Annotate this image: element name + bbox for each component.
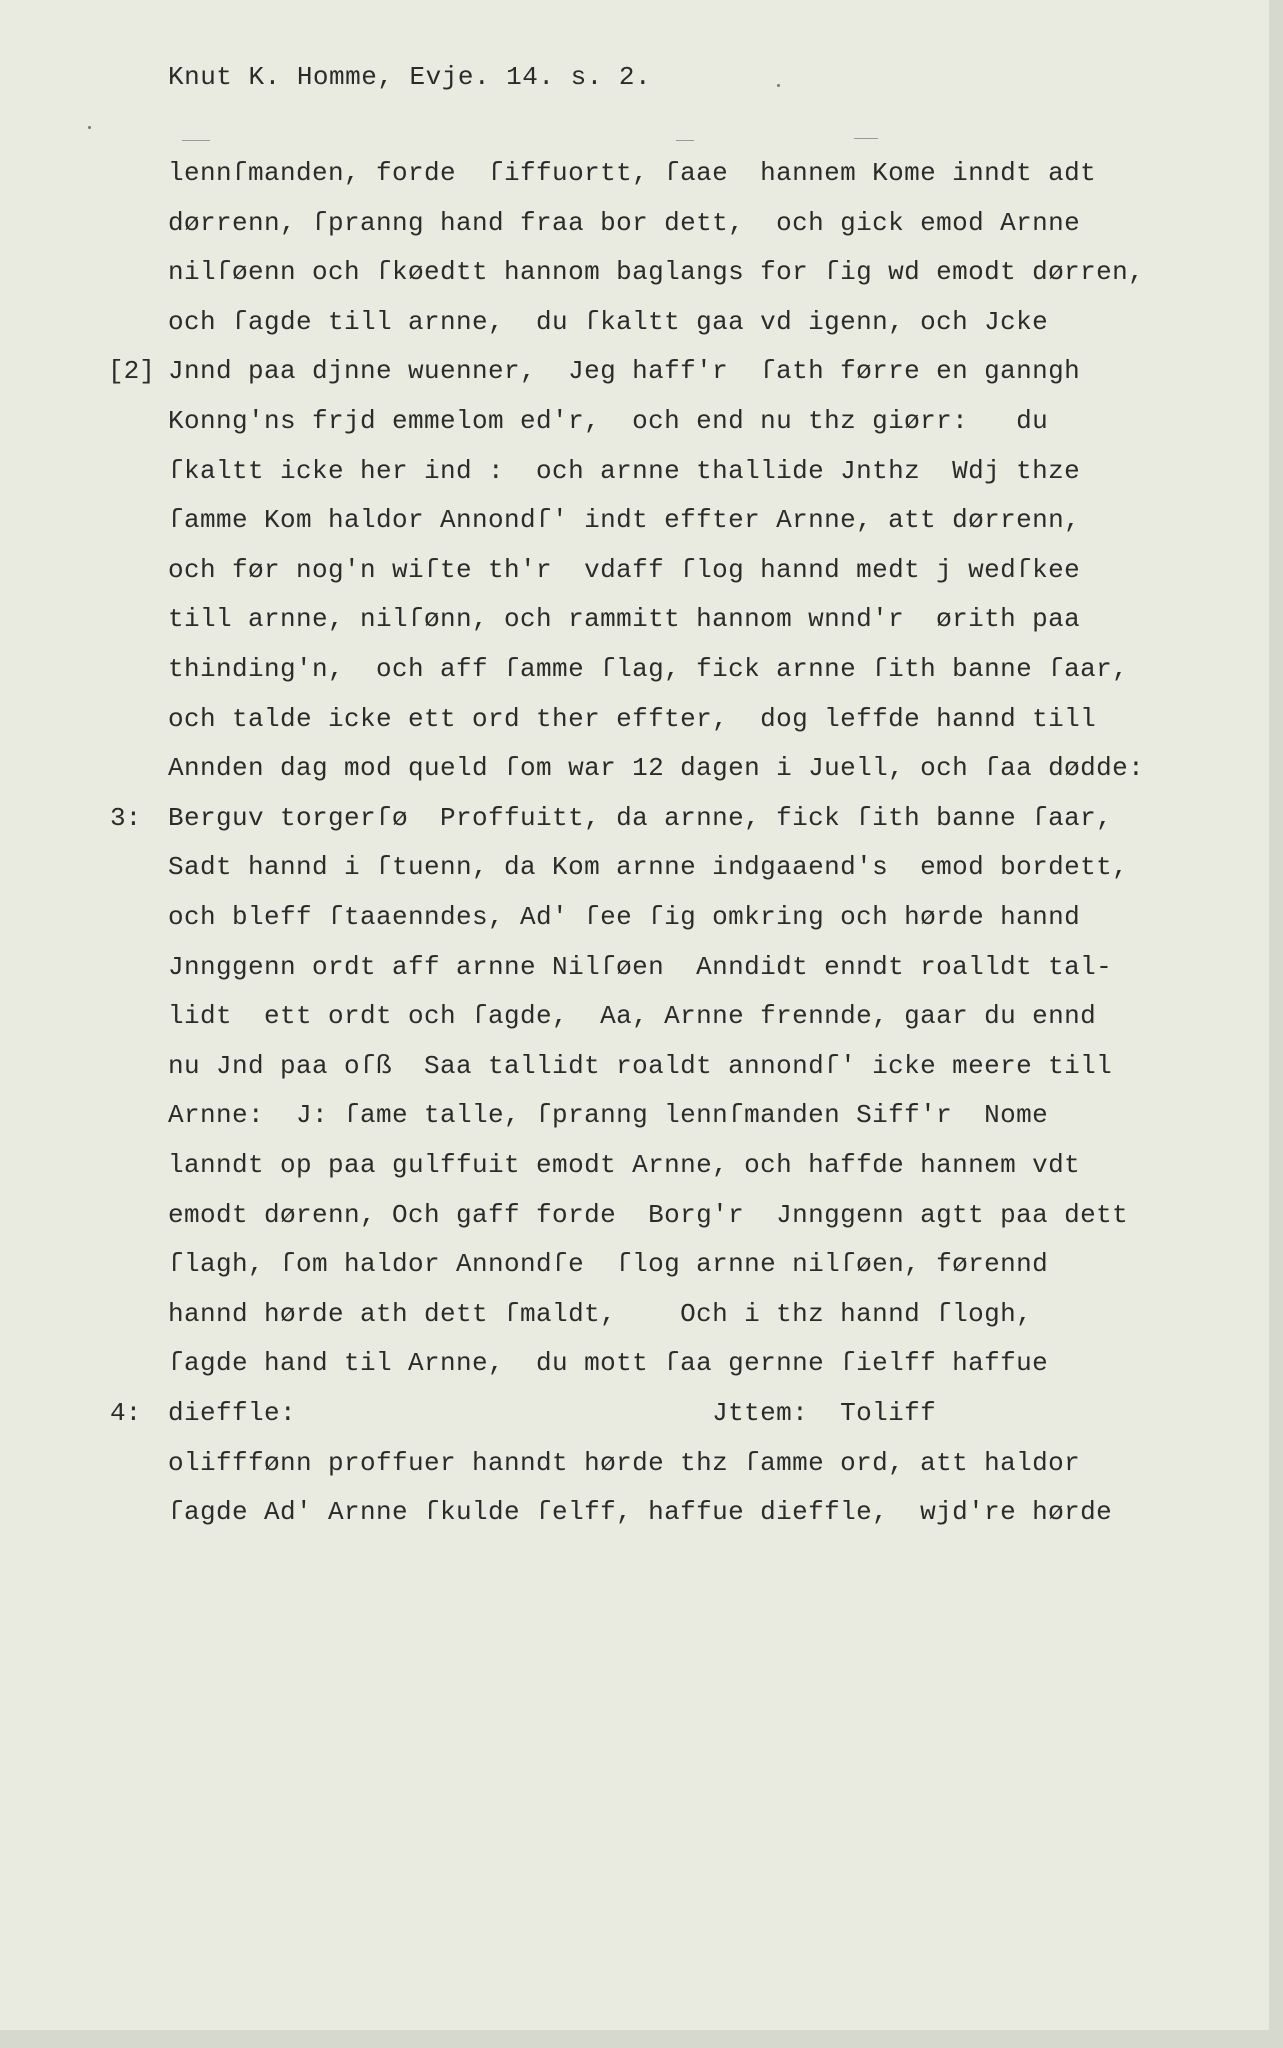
page-header: Knut K. Homme, Evje. 14. s. 2. [168, 62, 652, 92]
text-line: Jnnggenn ordt aff arnne Nilſøen Anndidt enndt roalldt tal- [168, 951, 1113, 982]
text-line: ſagde Ad' Arnne ſkulde ſelff, haffue dieffle, wjd're hørde [168, 1497, 1113, 1528]
text-line: lidt ett ordt och ſagde, Aa, Arnne frennde, gaar du ennd [168, 1001, 1097, 1032]
text-line: Sadt hannd i ſtuenn, da Kom arnne indgaaend's emod bordett, [168, 852, 1129, 883]
text-line: ſkaltt icke her ind : och arnne thallide Jnthz Wdj thze [168, 455, 1081, 486]
smudge-line-left [182, 140, 210, 141]
text-line: ſamme Kom haldor Annondſ' indt effter Arnne, att dørrenn, [168, 505, 1081, 536]
text-line: och bleff ſtaaenndes, Ad' ſee ſig omkring och hørde hannd [168, 902, 1081, 932]
text-line: hannd hørde ath dett ſmaldt, Och i thz hannd ſlogh, [168, 1298, 1033, 1329]
text-line: och ſagde till arnne, du ſkaltt gaa vd igenn, och Jcke [168, 306, 1049, 337]
text-line: ſagde hand til Arnne, du mott ſaa gernne ſielff haffue [168, 1348, 1049, 1379]
text-line: emodt dørenn, Och gaff forde Borg'r Jnnggenn agtt paa dett [168, 1199, 1129, 1230]
text-line: Berguv torgerſø Proffuitt, da arnne, fick ſith banne ſaar, [168, 802, 1113, 833]
text-line: och før nog'n wiſte th'r vdaff ſlog hannd medt j wedſkee [168, 554, 1081, 585]
text-line: nilſøenn och ſkøedtt hannom baglangs for ſig wd emodt dørren, [168, 257, 1145, 288]
text-line: Jnnd paa djnne wuenner, Jeg haff'r ſath førre en ganngh [168, 356, 1081, 387]
smudge-line-right [854, 138, 878, 139]
text-line: ſlagh, ſom haldor Annondſe ſlog arnne nilſøen, førennd [168, 1249, 1049, 1280]
text-line: Annden dag mod queld ſom war 12 dagen i Juell, och ſaa døddе: [168, 753, 1145, 784]
speck-top [777, 84, 780, 87]
margin-marker: 3: [110, 802, 142, 833]
text-line: dørrenn, ſpranng hand fraa bor dett, och gick emod Arnne [168, 207, 1081, 238]
margin-marker: [2] [108, 356, 155, 387]
smudge-line-mid [676, 140, 694, 141]
text-line: lanndt op paa gulffuit emodt Arnne, och haffde hannem vdt [168, 1150, 1081, 1180]
text-line: nu Jnd paa oſß Saa tallidt roaldt annondſ' icke meere till [168, 1050, 1113, 1081]
text-line: och talde icke ett ord ther effter, dog leffde hannd till [168, 703, 1097, 734]
page-edge-right [1269, 0, 1283, 2048]
margin-marker: 4: [110, 1398, 142, 1428]
text-line: Konng'ns frjd emmelom ed'r, och end nu thz giørr: du [168, 406, 1049, 436]
text-line: thinding'n, och aff ſamme ſlag, fick arnne ſith banne ſaar, [168, 654, 1129, 684]
text-line: till arnne, nilſønn, och rammitt hannom wnnd'r ørith paa [168, 604, 1081, 635]
speck-left [88, 126, 91, 129]
text-line: lennſmanden, forde ſiffuortt, ſaae hannem Kome inndt adt [168, 158, 1097, 188]
text-line: Arnne: J: ſame talle, ſpranng lennſmanden Siff'r Nome [168, 1100, 1049, 1131]
page-edge-bottom [0, 2030, 1283, 2048]
text-line: dieffle: Jttem: Toliff [168, 1398, 937, 1428]
text-line: olifffønn proffuer hanndt hørde thz ſamme ord, att haldor [168, 1447, 1081, 1478]
